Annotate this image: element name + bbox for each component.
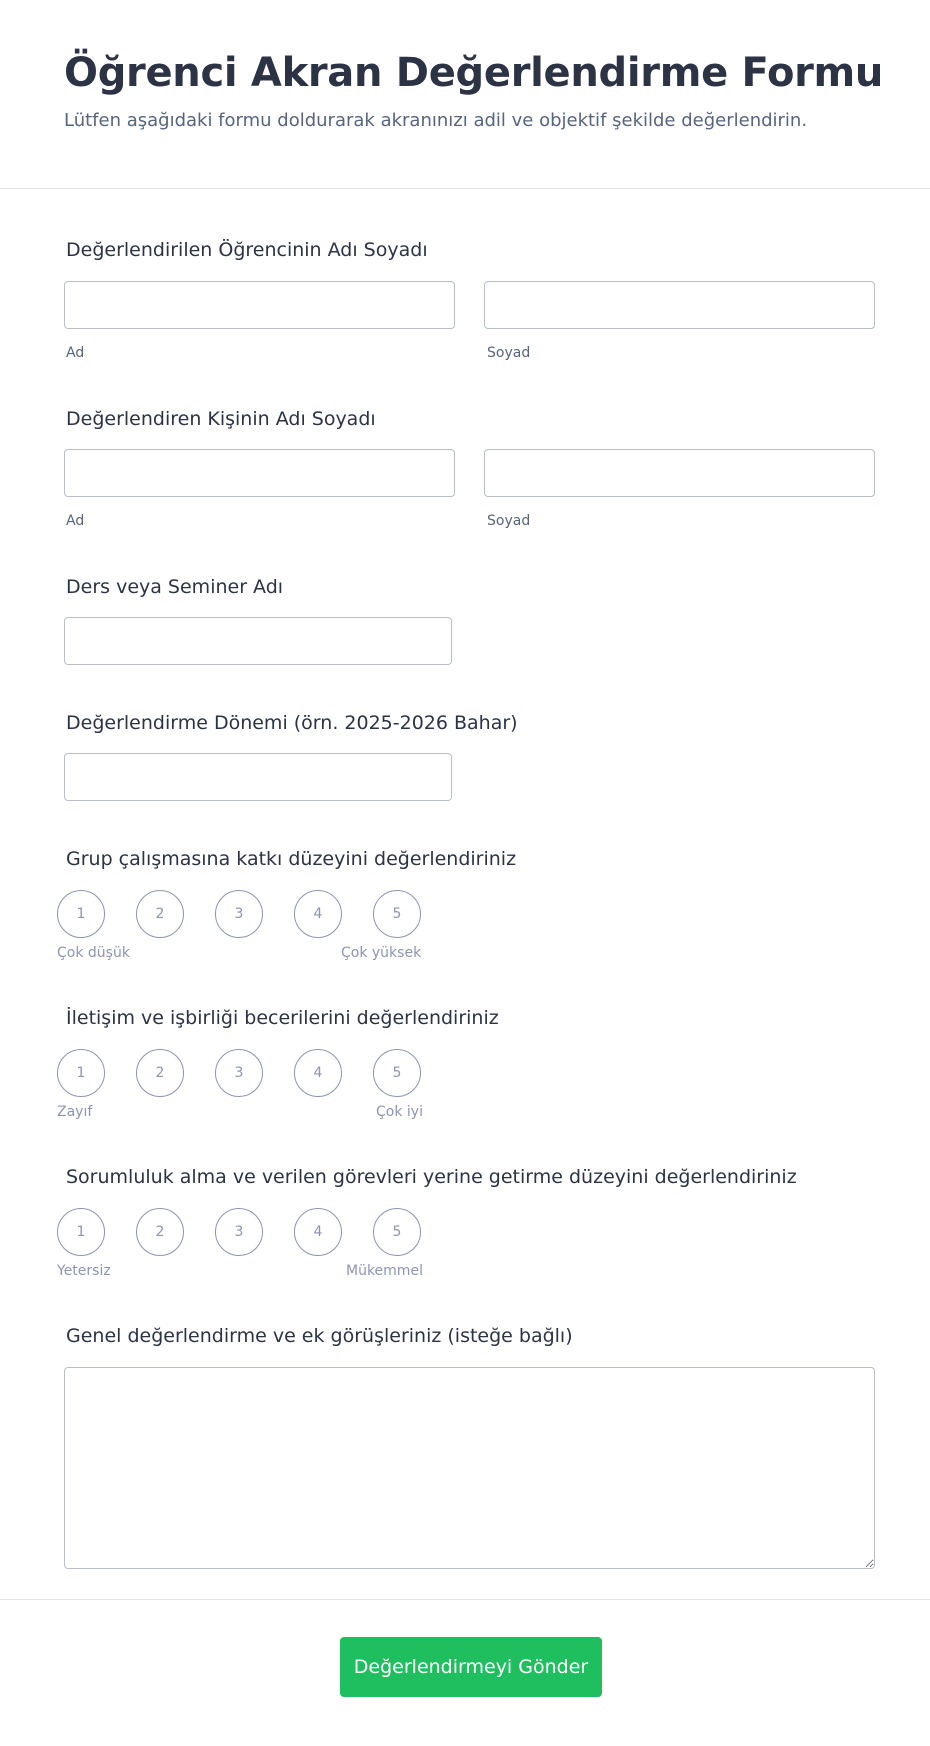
rating-communication-option-3[interactable]: 3 <box>215 1049 263 1097</box>
rating-responsibility-option-2[interactable]: 2 <box>136 1208 184 1256</box>
rating-group-option-3[interactable]: 3 <box>215 890 263 938</box>
form-subtitle: Lütfen aşağıdaki formu doldurarak akranınızı adil ve objektif şekilde değerlendirin. <box>64 110 808 131</box>
rating-group-low-label: Çok düşük <box>57 945 130 961</box>
comments-textarea[interactable] <box>64 1367 875 1569</box>
comments-label: Genel değerlendirme ve ek görüşleriniz (isteğe bağlı) <box>66 1325 573 1347</box>
course-label: Ders veya Seminer Adı <box>66 576 284 598</box>
rating-responsibility-option-5[interactable]: 5 <box>373 1208 421 1256</box>
evaluated-last-name-input[interactable] <box>484 281 875 329</box>
period-label: Değerlendirme Dönemi (örn. 2025-2026 Bahar) <box>66 712 518 734</box>
rating-responsibility-option-4[interactable]: 4 <box>294 1208 342 1256</box>
evaluated-first-name-sublabel: Ad <box>66 345 85 361</box>
rating-communication-label: İletişim ve işbirliği becerilerini değerlendiriniz <box>66 1007 499 1029</box>
form-header <box>0 0 930 189</box>
evaluator-last-name-input[interactable] <box>484 449 875 497</box>
evaluator-last-name-sublabel: Soyad <box>487 513 531 529</box>
course-input[interactable] <box>64 617 452 665</box>
rating-communication-low-label: Zayıf <box>57 1104 93 1120</box>
evaluated-name-label: Değerlendirilen Öğrencinin Adı Soyadı <box>66 239 428 261</box>
evaluator-first-name-sublabel: Ad <box>66 513 85 529</box>
rating-responsibility-label: Sorumluluk alma ve verilen görevleri yerine getirme düzeyini değerlendiriniz <box>66 1166 797 1188</box>
rating-group-label: Grup çalışmasına katkı düzeyini değerlendiriniz <box>66 848 517 870</box>
evaluator-name-label: Değerlendiren Kişinin Adı Soyadı <box>66 408 376 430</box>
footer-divider <box>0 1599 930 1600</box>
rating-communication-option-1[interactable]: 1 <box>57 1049 105 1097</box>
rating-group-option-2[interactable]: 2 <box>136 890 184 938</box>
rating-group-option-5[interactable]: 5 <box>373 890 421 938</box>
rating-communication-high-label: Çok iyi <box>376 1104 423 1120</box>
rating-communication-option-2[interactable]: 2 <box>136 1049 184 1097</box>
rating-responsibility-option-1[interactable]: 1 <box>57 1208 105 1256</box>
rating-communication-option-5[interactable]: 5 <box>373 1049 421 1097</box>
rating-responsibility-option-3[interactable]: 3 <box>215 1208 263 1256</box>
evaluated-last-name-sublabel: Soyad <box>487 345 531 361</box>
rating-communication-option-4[interactable]: 4 <box>294 1049 342 1097</box>
evaluator-first-name-input[interactable] <box>64 449 455 497</box>
rating-group-option-4[interactable]: 4 <box>294 890 342 938</box>
rating-group-option-1[interactable]: 1 <box>57 890 105 938</box>
rating-group-high-label: Çok yüksek <box>341 945 422 961</box>
rating-responsibility-low-label: Yetersiz <box>57 1263 111 1279</box>
form-title: Öğrenci Akran Değerlendirme Formu <box>64 50 884 96</box>
period-input[interactable] <box>64 753 452 801</box>
submit-button[interactable]: Değerlendirmeyi Gönder <box>340 1637 602 1697</box>
rating-responsibility-high-label: Mükemmel <box>346 1263 423 1279</box>
evaluated-first-name-input[interactable] <box>64 281 455 329</box>
